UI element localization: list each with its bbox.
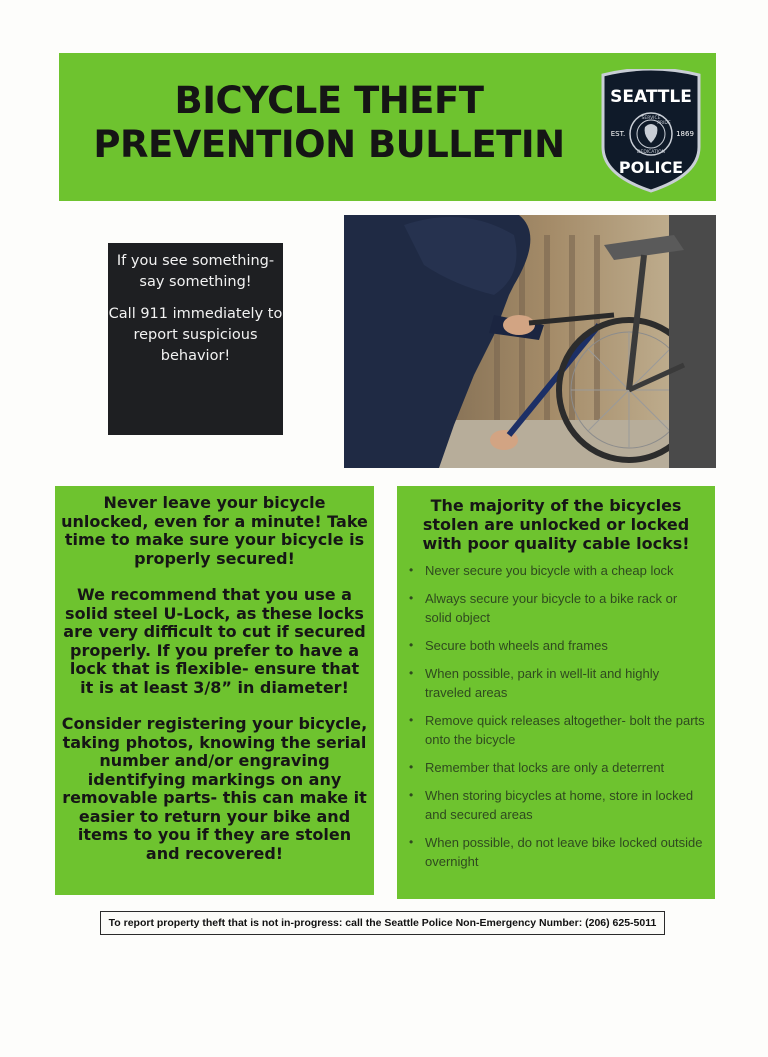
advice-never-unlocked: Never leave your bicycle unlocked, even for a minute! Take time to make sure your bicycle is properly secured!: [61, 493, 368, 568]
non-emergency-footer: To report property theft that is not in-progress: call the Seattle Police Non-Emergency Number: (206) 625-5011: [100, 911, 665, 935]
bullet-icon: •: [409, 760, 414, 774]
bulletin-title: [59, 79, 599, 167]
list-item: • Secure both wheels and frames: [409, 638, 608, 653]
tips-heading: The majority of the bicycles stolen are unlocked or locked with poor quality cable locks!: [422, 496, 690, 553]
bullet-icon: •: [409, 788, 414, 802]
list-item: • Always secure your bicycle to a bike rack or solid object: [409, 591, 678, 625]
badge-ring-bottom: DEDICATION: [637, 150, 665, 155]
advice-register: Consider registering your bicycle, taking photos, knowing the serial number and/or engraving identifying markings on any removable parts- this can make it easier to return your bike and items to you if they are stolen and recovered!: [61, 714, 368, 863]
bullet-icon: •: [409, 835, 414, 849]
title-line-1: BICYCLE THEFT: [174, 79, 484, 122]
title-line-2: PREVENTION BULLETIN: [93, 123, 565, 166]
badge-top-text: SEATTLE: [610, 87, 692, 107]
list-item: • When possible, do not leave bike locked outside overnight: [409, 835, 703, 869]
tips-list: [407, 561, 705, 871]
list-item: • When possible, park in well-lit and highly traveled areas: [409, 666, 660, 700]
list-item: • Remember that locks are only a deterrent: [409, 760, 665, 775]
callout-see-something: If you see something- say something!: [116, 253, 275, 290]
seattle-police-badge-icon: [597, 69, 705, 193]
badge-est: EST.: [610, 130, 626, 138]
bullet-icon: •: [409, 591, 414, 605]
badge-ring-left: SERVICE: [641, 116, 661, 121]
bullet-icon: •: [409, 713, 414, 727]
advice-u-lock: We recommend that you use a solid steel U-Lock, as these locks are very difficult to cut if secured properly. If you prefer to have a lock that is flexible- ensure that it is at least 3/8” in diameter!: [63, 585, 366, 697]
bullet-icon: •: [409, 638, 414, 652]
report-callout: [108, 243, 283, 435]
header-banner: [59, 53, 716, 201]
badge-ring-right: PRIDE: [657, 121, 671, 126]
callout-call-911: Call 911 immediately to report suspicious behavior!: [108, 306, 283, 364]
list-item: • Remove quick releases altogether- bolt the parts onto the bicycle: [409, 713, 705, 747]
badge-year: 1869: [676, 130, 694, 138]
tips-panel: [397, 486, 715, 899]
security-advice-panel: [55, 486, 374, 895]
bike-theft-photo: [344, 215, 716, 468]
list-item: • When storing bicycles at home, store in locked and secured areas: [409, 788, 694, 822]
bullet-icon: •: [409, 563, 414, 577]
bullet-icon: •: [409, 666, 414, 680]
list-item: • Never secure you bicycle with a cheap lock: [409, 563, 674, 578]
badge-bottom-text: POLICE: [618, 158, 684, 177]
